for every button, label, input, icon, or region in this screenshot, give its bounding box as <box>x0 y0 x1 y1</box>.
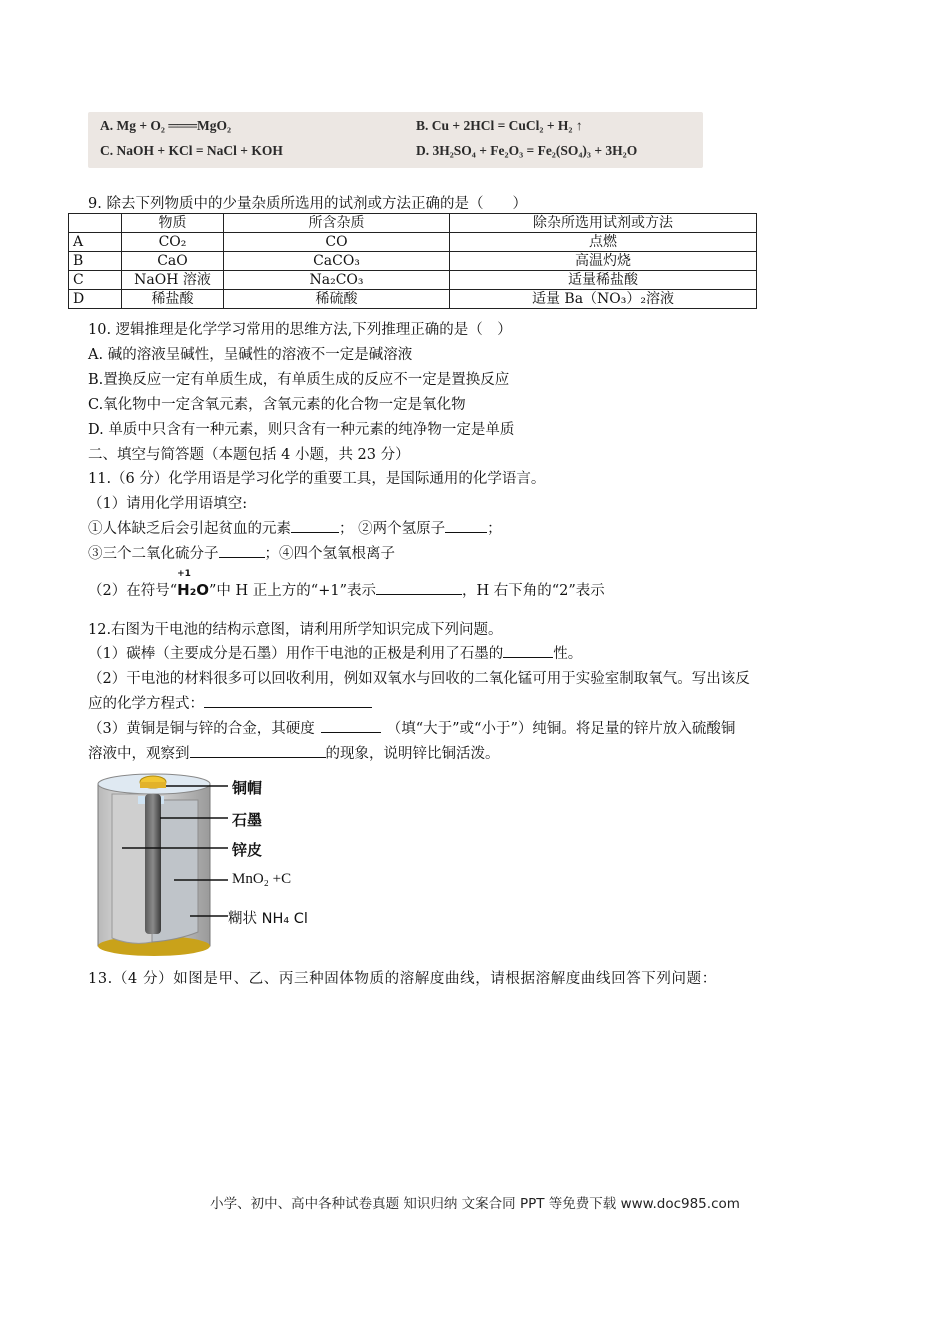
q11-part1: （1）请用化学用语填空: <box>88 496 248 512</box>
answer-blank[interactable] <box>445 518 487 533</box>
answer-blank[interactable] <box>204 693 372 708</box>
q11-part2 <box>88 569 605 600</box>
q9-header-cell <box>69 214 122 233</box>
q9-cell: 高温灼烧 <box>450 252 757 271</box>
q11-part2-text-c: ，H 右下角的“2”表示 <box>462 583 605 599</box>
equation-options-image <box>88 112 703 168</box>
q9-cell: 适量稀盐酸 <box>450 271 757 290</box>
q9-cell: A <box>69 233 122 252</box>
q12-part1-text-a: （1）碳棒（主要成分是石墨）用作干电池的正极是利用了石墨的 <box>88 646 504 662</box>
q10-option-a: A. 碱的溶液呈碱性，呈碱性的溶液不一定是碱溶液 <box>88 347 413 363</box>
label-manganese-dioxide: MnO₂ +C <box>232 871 292 887</box>
q10-option-b: B.置换反应一定有单质生成，有单质生成的反应不一定是置换反应 <box>88 372 510 388</box>
q11-line1 <box>88 517 502 538</box>
q9-header-row <box>69 214 757 233</box>
equation-a: A. Mg + O₂ ═══MgO₂ <box>100 118 232 133</box>
section-heading: 二、填空与简答题（本题包括 4 小题，共 23 分） <box>88 447 410 463</box>
table-row <box>69 233 757 252</box>
q11-stem: 11.（6 分）化学用语是学习化学的重要工具，是国际通用的化学语言。 <box>88 471 546 487</box>
answer-blank[interactable] <box>321 718 381 733</box>
q13-stem: 13.（4 分）如图是甲、乙、丙三种固体物质的溶解度曲线，请根据溶解度曲线回答下列问题： <box>88 971 717 987</box>
q9-header-cell: 所含杂质 <box>224 214 450 233</box>
label-zinc-casing: 锌皮 <box>232 841 263 859</box>
q9-cell: 点燃 <box>450 233 757 252</box>
q12-part2-text: 应的化学方程式： <box>88 696 204 712</box>
q9-header-cell: 除杂所选用试剂或方法 <box>450 214 757 233</box>
equation-d: D. 3H₂SO₄ + Fe₂O₃ = Fe₂(SO₄)₃ + 3H₂O <box>416 143 638 158</box>
water-symbol-formula: H₂O <box>177 581 210 599</box>
q11-part2-text-b: ”中 H 正上方的“+1”表示 <box>209 583 376 599</box>
answer-blank[interactable] <box>291 518 339 533</box>
label-copper-cap: 铜帽 <box>232 779 263 797</box>
q9-cell: 适量 Ba（NO₃）₂溶液 <box>450 290 757 309</box>
q9-cell: CaCO₃ <box>224 252 450 271</box>
q12-part3-line2 <box>88 742 500 763</box>
q10-option-d: D. 单质中只含有一种元素，则只含有一种元素的纯净物一定是单质 <box>88 422 515 438</box>
q9-table <box>68 213 757 309</box>
q9-cell: CO₂ <box>122 233 224 252</box>
q9-cell: 稀硫酸 <box>224 290 450 309</box>
table-row <box>69 290 757 309</box>
q11-line2-text-b: ；④四个氢氧根离子 <box>264 546 395 562</box>
q11-part2-text-a: （2）在符号“ <box>88 583 178 599</box>
water-symbol <box>177 569 210 599</box>
label-ammonium-chloride: 糊状 NH₄ Cl <box>228 911 308 927</box>
q12-part1-text-b: 性。 <box>553 646 583 662</box>
equation-b: B. Cu + 2HCl = CuCl₂ + H₂ ↑ <box>416 118 583 133</box>
q9-cell: NaOH 溶液 <box>122 271 224 290</box>
q11-line1-text-a: ①人体缺乏后会引起贫血的元素 <box>88 521 291 537</box>
water-symbol-charge: +1 <box>177 569 191 579</box>
q9-cell: CaO <box>122 252 224 271</box>
q9-header-cell: 物质 <box>122 214 224 233</box>
q12-part3-text-c: 溶液中，观察到 <box>88 746 190 762</box>
q12-stem: 12.右图为干电池的结构示意图，请利用所学知识完成下列问题。 <box>88 622 503 638</box>
page-footer: 小学、初中、高中各种试卷真题 知识归纳 文案合同 PPT 等免费下载 www.doc985.com <box>210 1196 740 1212</box>
battery-illustration <box>94 770 334 960</box>
answer-blank[interactable] <box>190 743 326 758</box>
q12-part3-text-b: （填“大于”或“小于”）纯铜。将足量的锌片放入硫酸铜 <box>386 721 736 737</box>
q12-part3-text-d: 的现象，说明锌比铜活泼。 <box>325 746 500 762</box>
table-row <box>69 252 757 271</box>
answer-blank[interactable] <box>503 643 553 658</box>
table-row <box>69 271 757 290</box>
q10-option-c: C.氧化物中一定含氧元素，含氧元素的化合物一定是氧化物 <box>88 397 466 413</box>
q9-cell: Na₂CO₃ <box>224 271 450 290</box>
equation-c: C. NaOH + KCl = NaCl + KOH <box>100 143 283 158</box>
q12-part3-text-a: （3）黄铜是铜与锌的合金，其硬度 <box>88 721 315 737</box>
q9-cell: D <box>69 290 122 309</box>
q9-cell: CO <box>224 233 450 252</box>
answer-blank[interactable] <box>219 543 265 558</box>
q11-line1-text-b: ； ②两个氢原子 <box>339 521 446 537</box>
q12-part2-line2 <box>88 692 372 713</box>
q9-cell: C <box>69 271 122 290</box>
q12-part1 <box>88 642 582 663</box>
label-graphite: 石墨 <box>232 811 263 829</box>
q12-part2-line1: （2）干电池的材料很多可以回收利用，例如双氧水与回收的二氧化锰可用于实验室制取氧气。写出该反 <box>88 671 750 687</box>
q12-part3-line1 <box>88 717 735 738</box>
q9-stem: 9. 除去下列物质中的少量杂质所选用的试剂或方法正确的是（ ） <box>88 196 527 212</box>
q9-cell: B <box>69 252 122 271</box>
dry-battery-diagram <box>94 770 334 960</box>
q11-line2-text-a: ③三个二氧化硫分子 <box>88 546 219 562</box>
q11-line1-text-c: ； <box>487 521 502 537</box>
q9-cell: 稀盐酸 <box>122 290 224 309</box>
answer-blank[interactable] <box>376 580 462 595</box>
q11-line2 <box>88 542 395 563</box>
q10-stem: 10. 逻辑推理是化学学习常用的思维方法,下列推理正确的是（ ） <box>88 322 512 338</box>
